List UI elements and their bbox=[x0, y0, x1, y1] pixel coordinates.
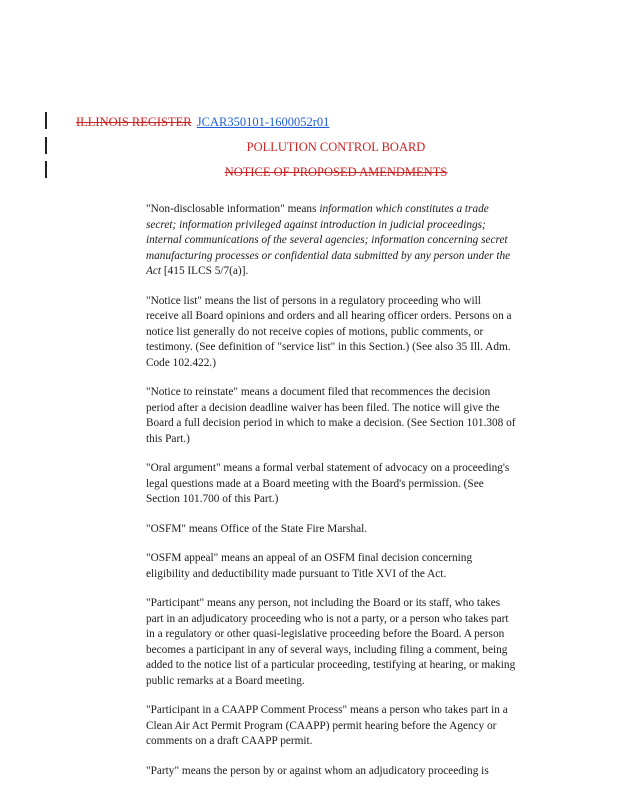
definition-term: "Party" bbox=[146, 764, 180, 777]
definition-term: "OSFM appeal" bbox=[146, 552, 219, 564]
notice-title: NOTICE OF PROPOSED AMENDMENTS bbox=[224, 165, 448, 179]
definition-paragraph bbox=[146, 385, 516, 447]
definition-paragraph bbox=[146, 764, 516, 780]
definition-text: means the person by or against whom an adjudicatory proceeding is bbox=[179, 764, 489, 777]
definition-text: means a formal verbal statement of advocacy on a proceeding's legal questions made at a Board meeting with the Board's permission. (See Section 101.700 of this Part.) bbox=[146, 462, 510, 505]
register-struck-text: ILLINOIS REGISTER bbox=[76, 115, 192, 129]
definition-text: means any person, not including the Board or its staff, who takes part in an adjudicatory proceeding who is not a party, or a person who takes part in a regulatory or other quasi-legislative proceeding before the Board. A person becomes a participant in any of several ways, including filing a comment, being added to the notice list of a particular proceeding, testifying at hearing, or making public remarks at a Board meeting. bbox=[146, 597, 516, 687]
definition-paragraph bbox=[146, 202, 516, 280]
definition-text: means bbox=[284, 203, 320, 215]
register-header bbox=[76, 115, 329, 130]
change-bar bbox=[45, 112, 47, 129]
definition-italic-text: information which constitutes a trade secret; information privileged against introduction in judicial proceedings; internal communications of the several agencies; information concerning secret manufacturing processes or confidential data submitted by any person under the Act bbox=[146, 203, 511, 277]
definition-paragraph bbox=[146, 294, 516, 372]
definition-text: means the list of persons in a regulatory proceeding who will receive all Board opinions and orders and all hearing officer orders. Persons on a notice list generally do not receive copies of motions, public comments, or testimony. (See definition of "service list" in this Section.) (See also 35 Ill. Adm. Code 102.422.) bbox=[146, 294, 512, 369]
definition-term: "Non-disclosable information" bbox=[146, 203, 285, 215]
definition-paragraph bbox=[146, 551, 516, 582]
definition-paragraph bbox=[146, 596, 516, 689]
definition-term: "Notice to reinstate" bbox=[146, 386, 239, 398]
definition-text: means Office of the State Fire Marshal. bbox=[186, 522, 368, 535]
definition-text: means a document filed that recommences the decision period after a decision deadline waiver has been filed. The notice will give the Board a full decision period in which to make a decision. (See Section 101.308 of this Part.) bbox=[146, 386, 516, 445]
definition-term: "Oral argument" bbox=[146, 462, 221, 474]
definition-term: "Notice list" bbox=[146, 294, 202, 307]
definition-paragraph bbox=[146, 461, 516, 508]
definition-term: "OSFM" bbox=[146, 522, 186, 535]
definition-term: "Participant" bbox=[146, 597, 205, 609]
definition-tail: [415 ILCS 5/7(a)]. bbox=[161, 265, 249, 277]
definitions-body bbox=[146, 202, 516, 793]
board-title: POLLUTION CONTROL BOARD bbox=[246, 140, 426, 154]
definition-term: "Participant in a CAAPP Comment Process" bbox=[146, 704, 348, 716]
definition-paragraph bbox=[146, 703, 516, 750]
definition-text: means an appeal of an OSFM final decision concerning eligibility and deductibility made pursuant to Title XVI of the Act. bbox=[146, 552, 473, 580]
register-inserted-text: JCAR350101-1600052r01 bbox=[196, 115, 330, 129]
definition-paragraph bbox=[146, 522, 516, 538]
definition-text: means a person who takes part in a Clean Air Act Permit Program (CAAPP) permit hearing before the Agency or comments on a draft CAAPP permit. bbox=[146, 704, 508, 747]
